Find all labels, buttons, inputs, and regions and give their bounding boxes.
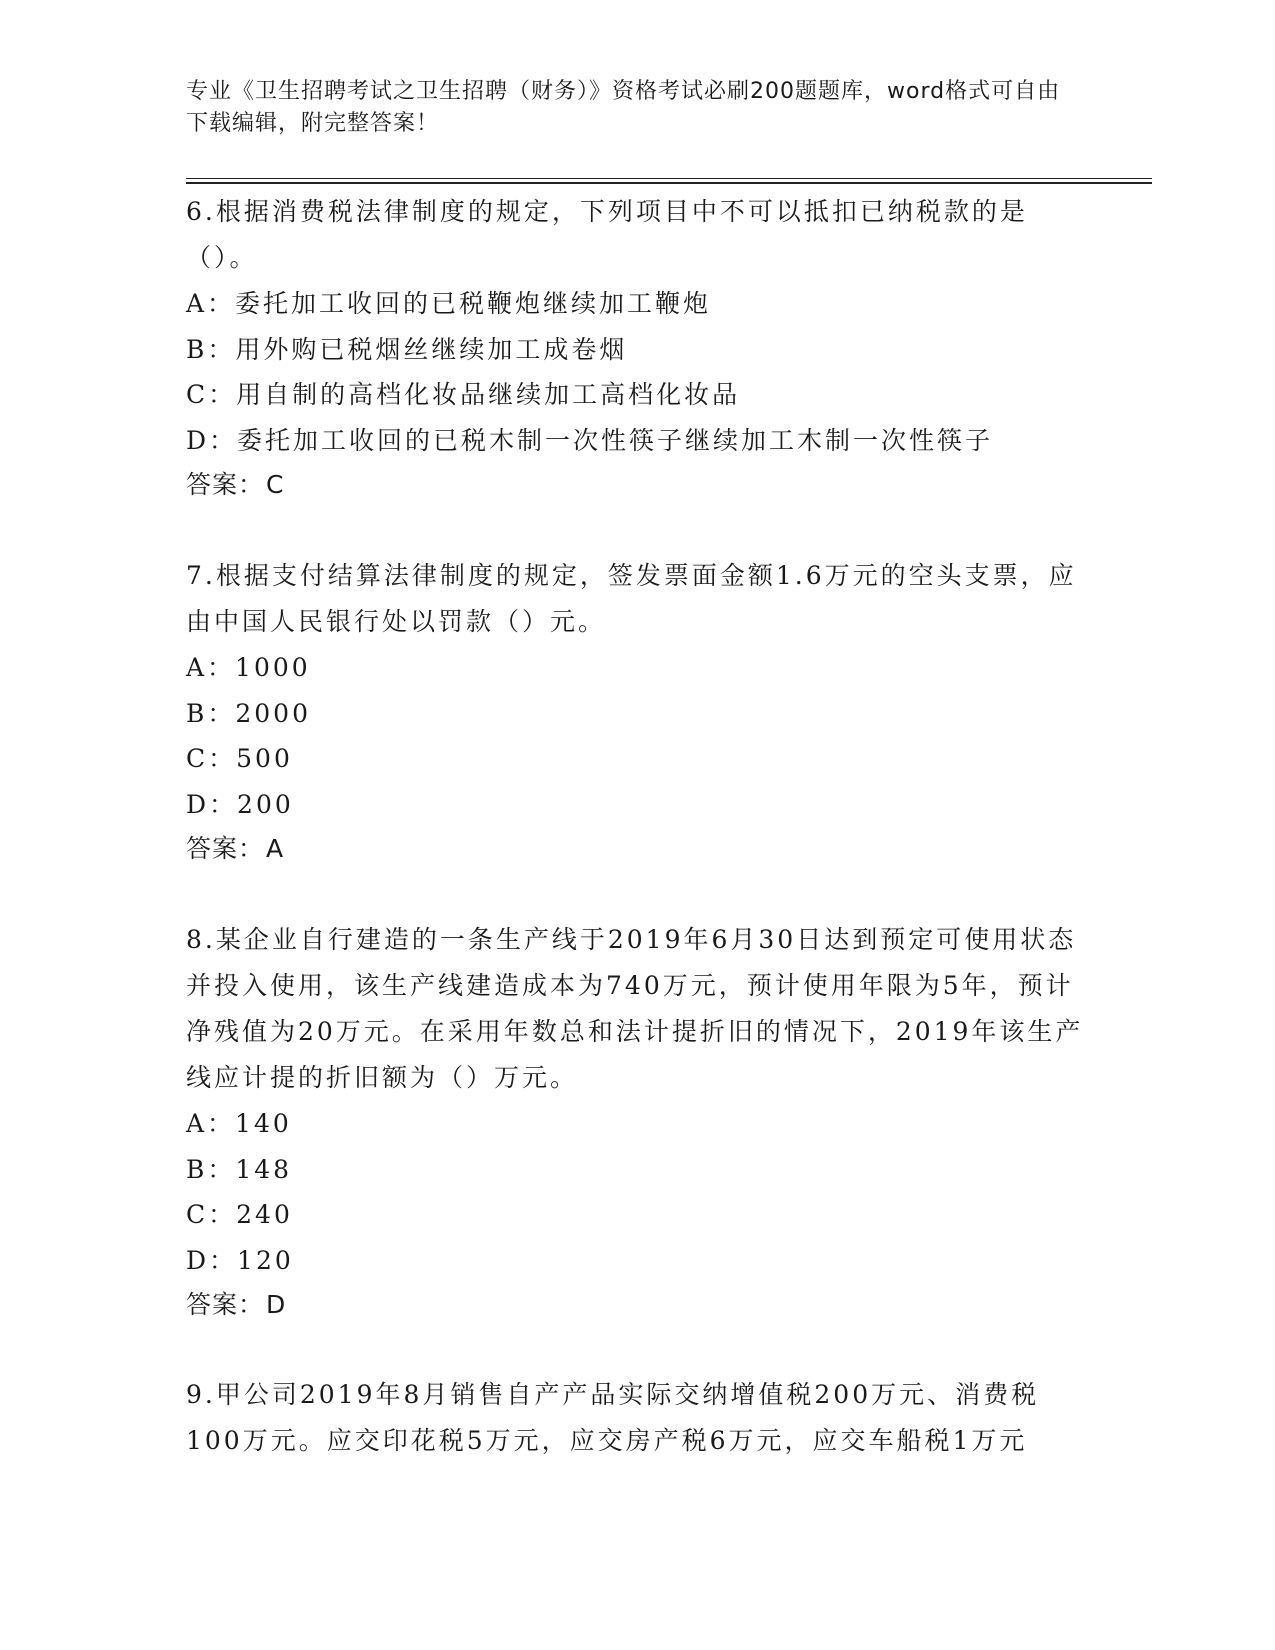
option-d: D：委托加工收回的已税木制一次性筷子继续加工木制一次性筷子 — [186, 425, 994, 455]
answer-line — [186, 827, 1086, 871]
answer-line — [186, 463, 1086, 507]
question-text: 6.根据消费税法律制度的规定，下列项目中不可以抵扣已纳税款的是（）。 — [186, 197, 1028, 272]
question-text: 9.甲公司2019年8月销售自产产品实际交纳增值税200万元、消费税100万元。应交印花税5万元，应交房产税6万元，应交车船税1万元 — [186, 1380, 1040, 1455]
option-b: B：用外购已税烟丝继续加工成卷烟 — [186, 334, 628, 364]
option-c: C：240 — [186, 1200, 293, 1229]
document-header: 专业《卫生招聘考试之卫生招聘（财务）》资格考试必刷200题题库，word格式可自由下载编辑，附完整答案！ — [186, 79, 1061, 136]
question-8 — [186, 917, 1086, 1327]
answer-label: 答案： — [186, 834, 265, 863]
question-6 — [186, 189, 1086, 507]
answer-value: D — [266, 1290, 287, 1319]
option-a: A：140 — [186, 1109, 292, 1138]
question-text: 8.某企业自行建造的一条生产线于2019年6月30日达到预定可使用状态并投入使用，该生产线建造成本为740万元，预计使用年限为5年，预计净残值为20万元。在采用年数总和法计提折旧的情况下，2019年该生产线应计提的折旧额为（）万元。 — [186, 925, 1084, 1092]
header-divider-thick — [186, 182, 1152, 184]
question-text: 7.根据支付结算法律制度的规定，签发票面金额1.6万元的空头支票，应由中国人民银行处以罚款（）元。 — [186, 561, 1077, 636]
answer-label: 答案： — [186, 1290, 265, 1319]
option-d: D：120 — [186, 1245, 294, 1275]
answer-line — [186, 1283, 1086, 1327]
answer-value: C — [266, 470, 285, 499]
option-c: C：500 — [186, 744, 293, 773]
answer-value: A — [266, 834, 285, 863]
option-c: C：用自制的高档化妆品继续加工高档化妆品 — [186, 380, 741, 409]
answer-label: 答案： — [186, 470, 265, 499]
option-d: D：200 — [186, 789, 294, 819]
option-b: B：2000 — [186, 698, 311, 728]
header-divider-thin — [186, 178, 1152, 179]
question-9 — [186, 1372, 1086, 1464]
option-a: A：委托加工收回的已税鞭炮继续加工鞭炮 — [186, 289, 712, 318]
question-7 — [186, 553, 1086, 871]
option-a: A：1000 — [186, 653, 311, 682]
option-b: B：148 — [186, 1154, 293, 1184]
